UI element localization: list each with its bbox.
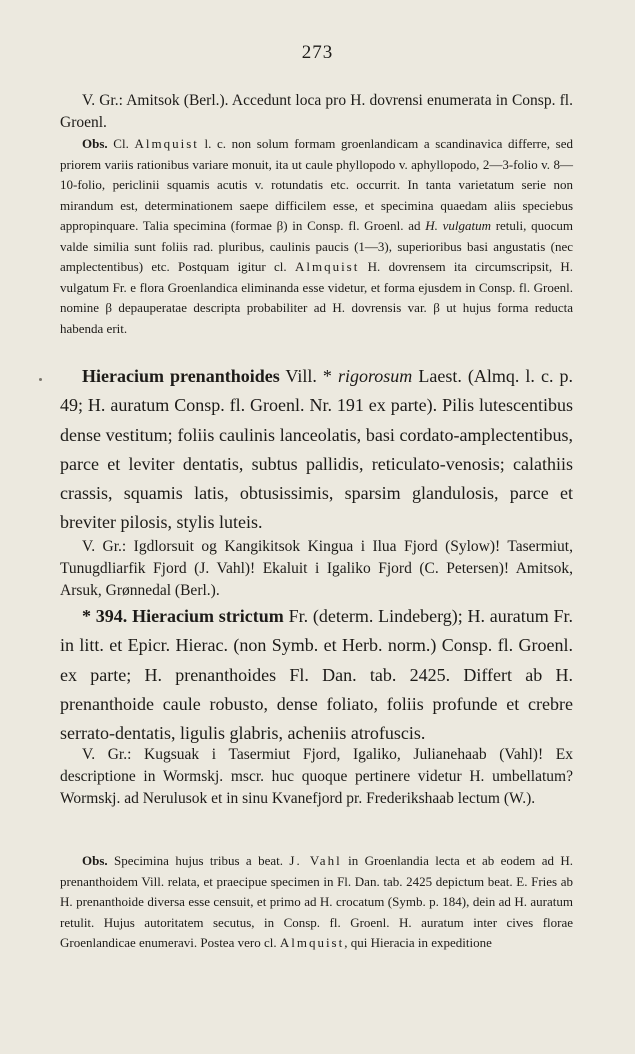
observation-paragraph-2: Obs. Specimina hujus tribus a beat. J. Vahl in Groenlandia lecta et ab eodem ad H. prenanthoidem Vill. relata, et praecipue specimen in Fl. Dan. tab. 2425 depictum beat. E. Fries ab H. prenanthoide diversa esse censuit, et primo ad H. crocatum (Symb. p. 184), dein ad H. auratum retulit. Hujus autoritatem secutus, in Consp. fl. Groenl. H. auratum inter cives florae Groenlandicae enumeravi. Postea vero cl. Almquist, qui Hieracia in expeditione [60, 853, 574, 950]
variety-name-italic: rigorosum [337, 366, 413, 386]
locality-text: Kugsuak i Tasermiut Fjord, Igaliko, Julianehaab (Vahl)! Ex descriptione in Wormskj. mscr. huc quoque pertinere videtur H. umbellatum? Wormskj. ad Nerulusok et in sinu Kvanefjord pr. Frederikshaab lectum (W.). [60, 746, 573, 807]
author-name: Almquist [134, 136, 199, 151]
species-entry-prenanthoides: Hieracium prenanthoides Vill. * rigorosum Laest. (Almq. l. c. p. 49; H. auratum Consp. fl. Groenl. Nr. 191 ex parte). Pilis lutescentibus dense vestitum; foliis caulinis lanceolatis, basi cordato-amplectentibus, parce et leviter dentatis, subtus pallidis, reticulato-venosis; calathiis crassis, squamis latis, obtusissimis, sparsim glandulosis, parce et breviter pilosis, stylis luteis. [60, 366, 573, 533]
species-heading: Hieracium prenanthoides [82, 366, 280, 386]
species-entry-strictum [60, 602, 573, 748]
species-description: Fr. (determ. Lindeberg); H. auratum Fr. in litt. et Epicr. Hierac. (non Symb. et Herb. norm.) Consp. fl. Groenl. ex parte; H. prenanthoides Fl. Dan. tab. 2425. Differt ab H. prenanthoide caule robusto, dense foliato, foliis profunde et crebre serrato-dentatis, ligulis glabris, acheniis atrofuscis. [60, 606, 574, 744]
species-name-italic: H. vulgatum [425, 218, 491, 233]
locality-text: Igdlorsuit og Kangikitsok Kingua i Ilua Fjord (Sylow)! Tasermiut, Tunugdliarfik Fjord (J. Vahl)! Ekaluit i Igaliko Fjord (C. Petersen)! Amitsok, Arsuk, Grønnedal (Berl.). [60, 538, 573, 599]
locality-text: Amitsok (Berl.). Accedunt loca pro H. dovrensi enumerata in Consp. fl. Groenl. [60, 92, 573, 131]
species-number: * 394. [82, 606, 128, 626]
paragraph-amitsok-locality [60, 90, 573, 134]
locality-label: V. Gr.: [82, 746, 132, 763]
author-name: Almquist [279, 935, 345, 950]
paragraph-strictum-localities [60, 744, 573, 810]
locality-label: V. Gr.: [82, 92, 123, 109]
observation-label: Obs. [82, 853, 108, 868]
locality-label: V. Gr.: [82, 538, 127, 555]
page-number: 273 [301, 42, 334, 63]
author-name: J. Vahl [289, 853, 342, 868]
species-description: Laest. (Almq. l. c. p. 49; H. auratum Consp. fl. Groenl. Nr. 191 ex parte). Pilis lutescentibus dense vestitum; foliis caulinis lanceolatis, basi cordato-amplectentibus, parce et leviter dentatis, subtus pallidis, reticulato-venosis; calathiis crassis, squamis latis, obtusissimis, sparsim glandulosis, parce et breviter pilosis, stylis luteis. [60, 366, 573, 533]
observation-paragraph-1: Obs. Cl. Almquist l. c. non solum formam groenlandicam a scandinavica differre, sed priorem variis rationibus variare monuit, ita ut caule phyllopodo v. aphyllopodo, 2—3-folio v. 8—10-folio, periclinii squamis acutis v. rotundatis etc. occurrit. In tanta varietatum serie non mirandum est, determinationem saepe difficilem esse, et specimina quaedam aliis speciebus appropinquare. Talia specimina (formae β) in Consp. fl. Groenl. ad H. vulgatum retuli, quocum valde similia sunt foliis rad. pluribus, caulinis paucis (1—3), superioribus basi angustatis (nec amplectentibus) etc. Postquam igitur cl. Almquist H. dovrensem ita circumscripsit, H. vulgatum Fr. e flora Groenlandica eliminanda esse videtur, et forma ejusdem in Consp. fl. Groenl. nomine β depauperatae descripta probabiliter ad H. dovrensis var. β ut hujus forma reducta habenda erit. [60, 136, 573, 336]
margin-mark [39, 378, 42, 381]
paragraph-prenanthoides-localities [60, 536, 573, 602]
species-heading: Hieracium strictum [132, 606, 284, 626]
observation-label: Obs. [82, 136, 108, 151]
author-name: Almquist [294, 259, 360, 274]
